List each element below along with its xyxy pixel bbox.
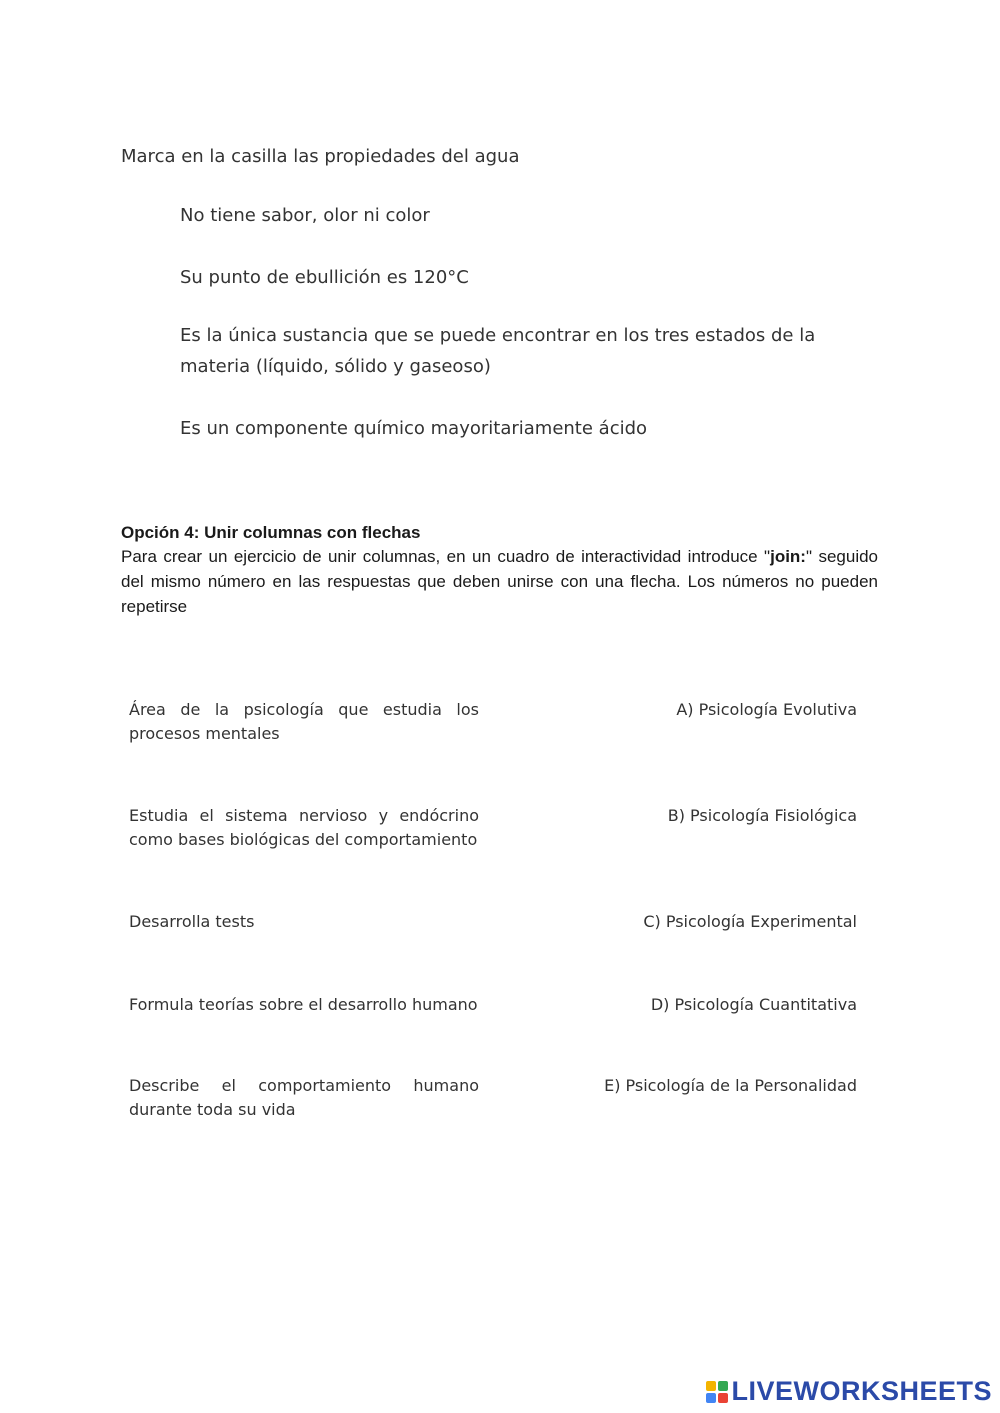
instructions-block xyxy=(121,522,878,619)
match-left-item[interactable]: Formula teorías sobre el desarrollo humano xyxy=(129,995,478,1014)
match-right-item[interactable]: C) Psicología Experimental xyxy=(643,912,857,931)
match-left-item[interactable]: Estudia el sistema nervioso y endócrino como bases biológicas del comportamiento xyxy=(129,806,479,849)
instructions-text xyxy=(121,544,878,619)
instructions-keyword: join: xyxy=(770,547,806,566)
match-right-item[interactable]: B) Psicología Fisiológica xyxy=(667,806,857,825)
question-title: Marca en la casilla las propiedades del agua xyxy=(121,146,520,167)
liveworksheets-logo xyxy=(706,1376,992,1407)
option-acidic[interactable]: Es un componente químico mayoritariamente ácido xyxy=(180,418,648,439)
instructions-heading: Opción 4: Unir columnas con flechas xyxy=(121,523,421,542)
logo-mark-icon xyxy=(706,1381,728,1403)
match-right-item[interactable]: E) Psicología de la Personalidad xyxy=(604,1076,857,1095)
instructions-text-before: Para crear un ejercicio de unir columnas, en un cuadro de interactividad introduce " xyxy=(121,547,771,566)
logo-square-icon xyxy=(718,1381,728,1391)
option-boiling-point[interactable]: Su punto de ebullición es 120°C xyxy=(180,267,469,288)
match-left-item[interactable]: Describe el comportamiento humano durante toda su vida xyxy=(129,1076,479,1119)
instructions-text-after: " seguido del mismo número en las respuestas que deben unirse con una flecha. Los números no pueden repetirse xyxy=(121,547,878,616)
option-no-taste[interactable]: No tiene sabor, olor ni color xyxy=(180,205,430,226)
logo-square-icon xyxy=(718,1393,728,1403)
match-left-item[interactable]: Área de la psicología que estudia los procesos mentales xyxy=(129,700,479,743)
logo-square-icon xyxy=(706,1381,716,1391)
option-three-states[interactable]: Es la única sustancia que se puede encontrar en los tres estados de la materia (líquido, sólido y gaseoso) xyxy=(180,325,816,377)
logo-square-icon xyxy=(706,1393,716,1403)
match-right-item[interactable]: D) Psicología Cuantitativa xyxy=(650,995,857,1014)
match-right-item[interactable]: A) Psicología Evolutiva xyxy=(676,700,857,719)
logo-text: LIVEWORKSHEETS xyxy=(731,1376,992,1406)
match-left-item[interactable]: Desarrolla tests xyxy=(129,912,255,931)
